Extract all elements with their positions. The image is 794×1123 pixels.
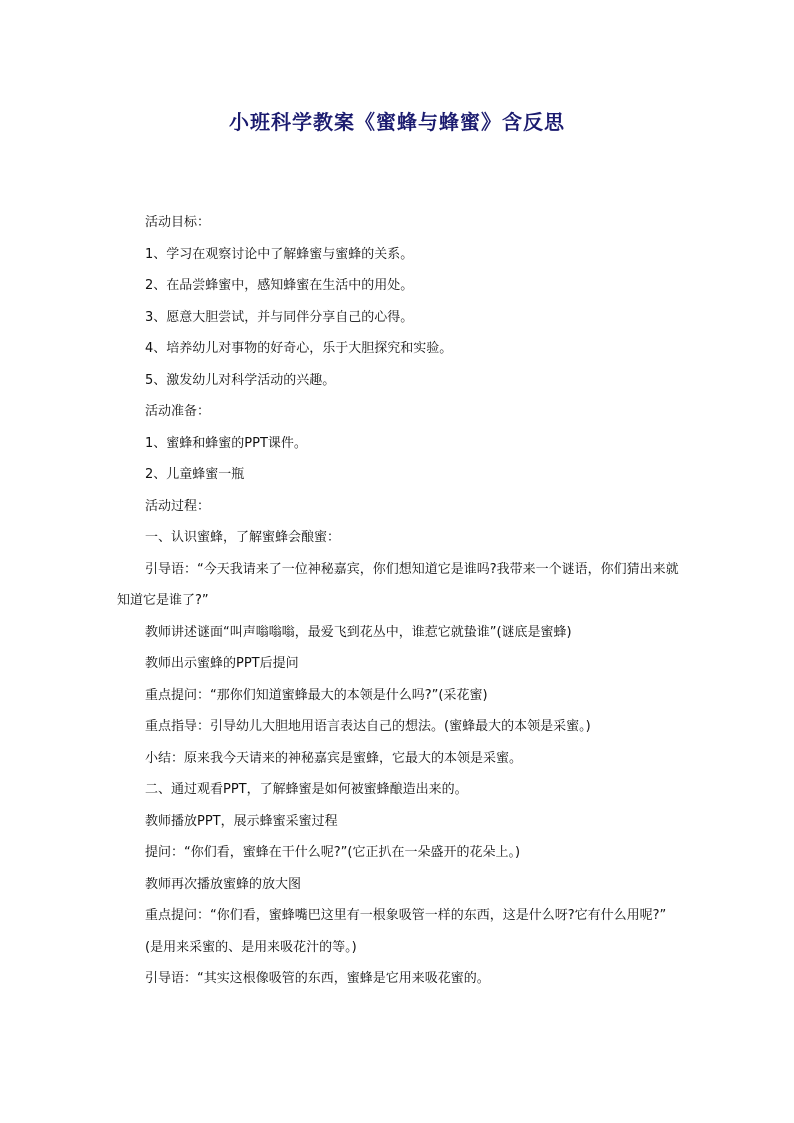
paragraph: 教师出示蜜蜂的PPT后提问 bbox=[145, 656, 299, 671]
paragraph: 引导语：“今天我请来了一位神秘嘉宾，你们想知道它是谁吗?我带来一个谜语，你们猜出来就知道它是谁了?” bbox=[117, 561, 679, 608]
paragraph: 教师再次播放蜜蜂的放大图 bbox=[145, 876, 302, 892]
paragraph: (是用来采蜜的、是用来吸花汁的等。) bbox=[145, 939, 357, 955]
paragraph: 重点指导：引导幼儿大胆地用语言表达自己的想法。(蜜蜂最大的本领是采蜜。) bbox=[145, 719, 591, 734]
paragraph: 2、在品尝蜂蜜中，感知蜂蜜在生活中的用处。 bbox=[145, 278, 414, 293]
paragraph: 一、认识蜜蜂，了解蜜蜂会酿蜜： bbox=[145, 530, 341, 545]
paragraph: 二、通过观看PPT，了解蜂蜜是如何被蜜蜂酿造出来的。 bbox=[145, 782, 468, 797]
paragraph: 引导语：“其实这根像吸管的东西，蜜蜂是它用来吸花蜜的。 bbox=[145, 971, 490, 986]
document-title: 小班科学教案《蜜蜂与蜂蜜》含反思 bbox=[229, 110, 565, 134]
paragraph: 活动准备： bbox=[145, 404, 211, 419]
paragraph: 4、培养幼儿对事物的好奇心，乐于大胆探究和实验。 bbox=[145, 341, 453, 356]
paragraph: 提问：“你们看，蜜蜂在干什么呢?”(它正扒在一朵盛开的花朵上。) bbox=[145, 845, 521, 860]
paragraph: 活动目标： bbox=[145, 215, 211, 230]
document-body bbox=[117, 207, 685, 995]
paragraph: 1、蜜蜂和蜂蜜的PPT课件。 bbox=[145, 435, 307, 451]
paragraph: 教师讲述谜面“叫声嗡嗡嗡，最爱飞到花丛中，谁惹它就蛰谁”(谜底是蜜蜂) bbox=[145, 624, 572, 640]
paragraph: 重点提问：“你们看，蜜蜂嘴巴这里有一根象吸管一样的东西，这是什么呀?它有什么用呢?” bbox=[145, 908, 667, 923]
paragraph: 3、愿意大胆尝试，并与同伴分享自己的心得。 bbox=[145, 309, 414, 325]
paragraph: 5、激发幼儿对科学活动的兴趣。 bbox=[145, 372, 336, 388]
paragraph: 2、儿童蜂蜜一瓶 bbox=[145, 467, 245, 482]
paragraph: 教师播放PPT，展示蜂蜜采蜜过程 bbox=[145, 813, 338, 829]
paragraph: 重点提问：“那你们知道蜜蜂最大的本领是什么吗?”(采花蜜) bbox=[145, 687, 488, 703]
paragraph: 1、学习在观察讨论中了解蜂蜜与蜜蜂的关系。 bbox=[145, 246, 414, 262]
paragraph: 活动过程： bbox=[145, 498, 211, 514]
paragraph: 小结：原来我今天请来的神秘嘉宾是蜜蜂，它最大的本领是采蜜。 bbox=[145, 750, 523, 766]
